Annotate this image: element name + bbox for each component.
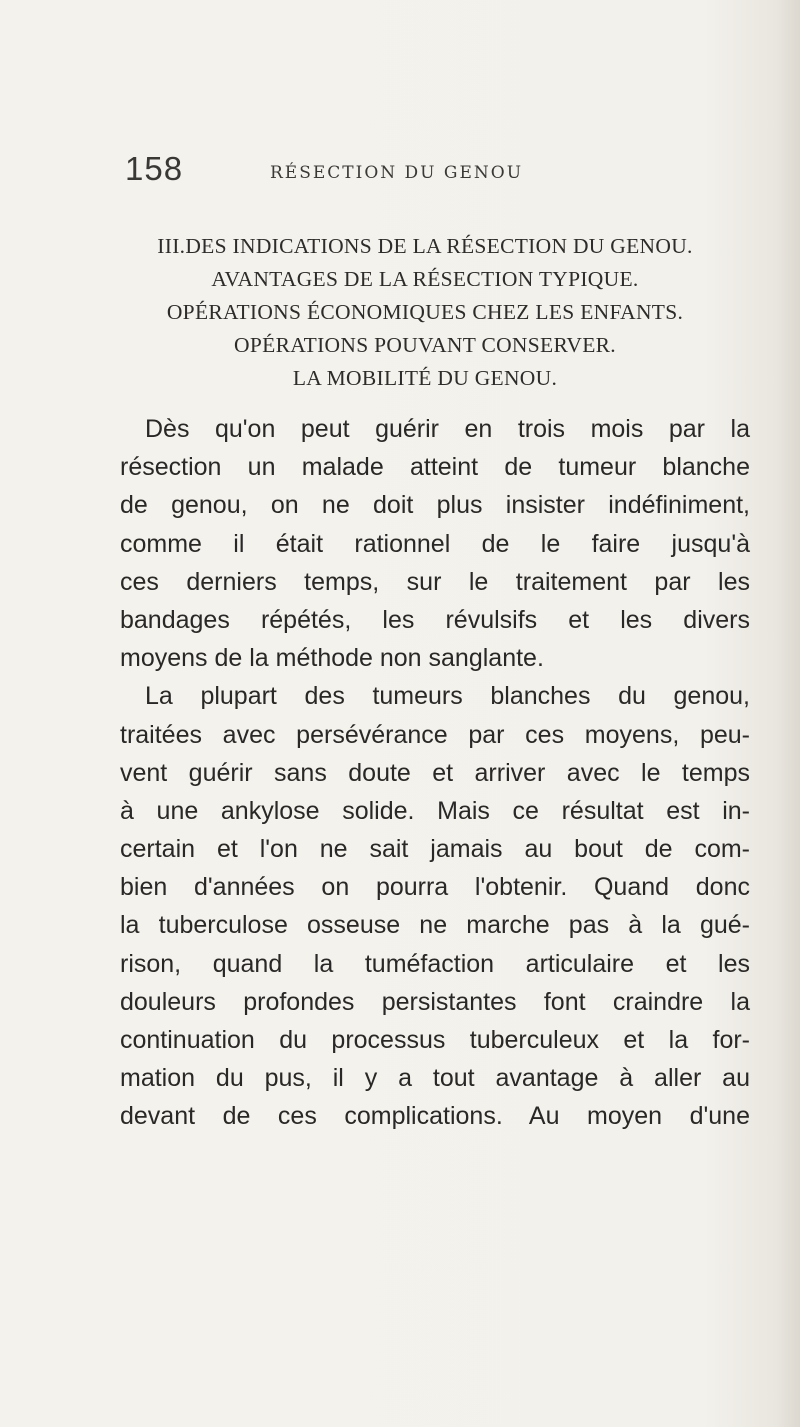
text-line: devant de ces complications. Au moyen d'une [120,1102,750,1131]
text-line: la tuberculose osseuse ne marche pas à la gué- [120,911,750,940]
heading-line: OPÉRATIONS ÉCONOMIQUES CHEZ LES ENFANTS. [166,300,684,324]
text-line: bien d'années on pourra l'obtenir. Quand donc [120,873,750,902]
text-line: douleurs profondes persistantes font craindre la [120,987,750,1016]
text-line: traitées avec persévérance par ces moyens, peu- [120,720,750,749]
heading-line: AVANTAGES DE LA RÉSECTION TYPIQUE. [211,267,639,291]
text-line: de genou, on ne doit plus insister indéfiniment, [120,491,750,520]
running-header [125,150,685,190]
text-line: ces derniers temps, sur le traitement par les [120,567,750,596]
text-line: à une ankylose solide. Mais ce résultat est in- [120,796,750,825]
text-line: moyens de la méthode non sanglante. [120,644,544,673]
text-line: Dès qu'on peut guérir en trois mois par la [145,415,750,443]
section-heading [120,230,730,395]
text-line: mation du pus, il y a tout avantage à aller au [120,1064,750,1093]
text-line: La plupart des tumeurs blanches du genou, [145,682,750,711]
text-line: comme il était rationnel de le faire jusqu'à [120,529,750,558]
text-line: résection un malade atteint de tumeur blanche [120,453,750,482]
text-line: continuation du processus tuberculeux et la for- [120,1026,750,1054]
heading-line: LA MOBILITÉ DU GENOU. [292,366,558,390]
heading-line: III.DES INDICATIONS DE LA RÉSECTION DU GENOU. [157,234,693,258]
heading-line: OPÉRATIONS POUVANT CONSERVER. [234,333,616,357]
body-text [120,410,750,1136]
page-number: 158 [125,150,184,187]
text-line: bandages répétés, les révulsifs et les divers [120,605,750,634]
text-line: certain et l'on ne sait jamais au bout de com- [120,835,750,864]
text-line: rison, quand la tuméfaction articulaire et les [120,949,750,978]
running-title: RÉSECTION DU GENOU [270,163,524,183]
text-line: vent guérir sans doute et arriver avec le temps [120,758,750,787]
